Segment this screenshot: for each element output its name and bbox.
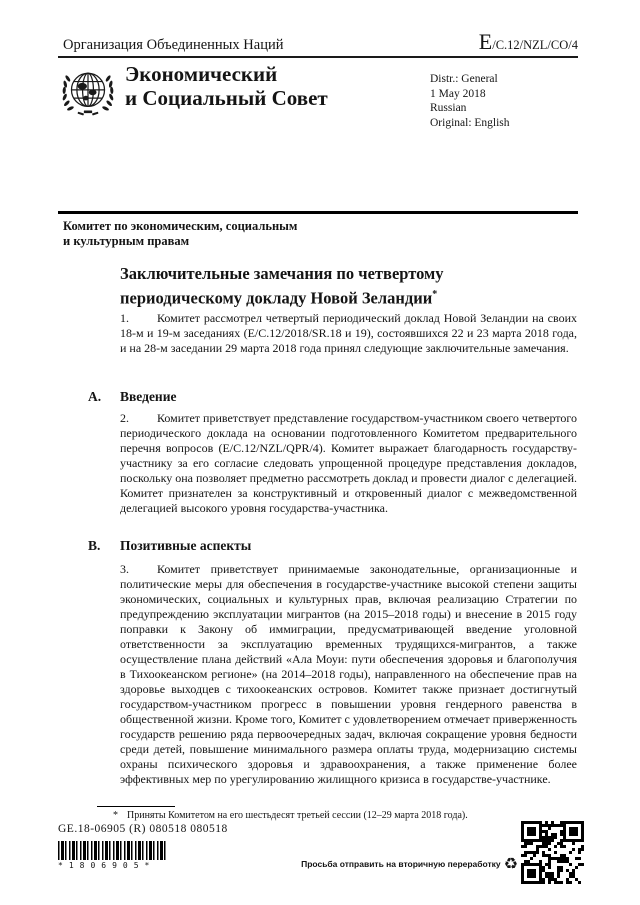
barcode-bars [58, 841, 168, 860]
committee-line1: Комитет по экономическим, социальным [63, 219, 298, 233]
distribution-block [430, 72, 510, 130]
barcode-label: *1806905* [58, 861, 156, 870]
doc-symbol-number: /C.12/NZL/CO/4 [492, 38, 578, 52]
date-line: 1 May 2018 [430, 87, 486, 100]
paragraph-1 [120, 311, 577, 356]
committee-name [63, 219, 297, 249]
paragraph-2-text: Комитет приветствует представление государством-участником своего четвертого периодического доклада на основании подготовленного Комитетом предварительного перечня вопросов (E/C.12/NZL/QPR/4). Комитет выражает благодарность государству-участнику за его согласие следовать упрощенной процедуре представления докладов, поскольку она позволяет предметно рассмотреть доклад и провести диалог с делегацией. Комитет признателен за конструктивный и откровенный диалог с межведомственной делегацией высокого уровня государства-участника. [120, 411, 577, 515]
paragraph-3-number: 3. [120, 562, 129, 576]
footnote-marker: * [113, 810, 118, 821]
banner-divider [58, 211, 578, 214]
recycle-note [301, 856, 518, 872]
original-line: Original: English [430, 116, 510, 129]
distr-line: Distr.: General [430, 73, 498, 85]
un-org-name: Организация Объединенных Наций [63, 37, 284, 53]
qr-code [521, 821, 584, 884]
section-a-title: Введение [120, 389, 177, 404]
footnote [113, 810, 553, 821]
ge-document-number: GE.18-06905 (R) 080518 080518 [58, 823, 228, 835]
paragraph-1-number: 1. [120, 311, 129, 325]
paragraph-3 [120, 562, 577, 787]
doc-symbol-series: E [478, 29, 493, 54]
council-title-line2: и Социальный Совет [125, 86, 328, 110]
paragraph-1-text: Комитет рассмотрел четвертый периодический доклад Новой Зеландии на своих 18-м и 19-м заседаниях (E/C.12/2018/SR.18 и 19), состоявшихся 22 и 23 марта 2018 года, и на 28-м заседании 29 марта 2018 года принял следующие заключительные замечания. [120, 311, 577, 355]
paragraph-3-text: Комитет приветствует принимаемые законодательные, организационные и политические меры для обеспечения в государстве-участнике высокой степени защиты экономических, социальных и культурных прав, включая реализацию Стратегии по предупреждению эксплуатации мигрантов (на 2015–2018 годы) и внесение в 2015 году поправки к Закону об иммиграции, предусматривающей введение уголовной ответственности за эксплуатацию временных трудящихся-мигрантов, а также осуществление плана действий «Ала Моуи: пути обеспечения здоровья и благополучия в Тихоокеанском регионе» (на 2014–2018 годы), направленного на обеспечение прав на здоровье выходцев с тихоокеанских островов. Комитет также признает достигнутый государством-участником прогресс в повышении уровня гендерного равенства в общественной жизни. Кроме того, Комитет с удовлетворением отмечает приверженность государств решению ряда первоочередных задач, включая сокращение уровня бедности среди детей, повышение минимального размера оплаты труда, модернизацию системы охраны психического здоровья и здравоохранения, а также применение более эффективных мер по урегулированию жилищного кризиса в государстве-участнике. [120, 562, 577, 786]
council-title-line1: Экономический [125, 62, 278, 86]
section-heading-b [88, 538, 251, 554]
document-title-line2: периодическому докладу Новой Зеландии* [120, 288, 438, 308]
recycle-text: Просьба отправить на вторичную переработку [301, 859, 501, 869]
un-emblem-icon [57, 62, 119, 128]
section-a-letter: A. [88, 389, 102, 404]
recycle-icon: ♻ [503, 854, 518, 873]
header-rule [58, 56, 578, 58]
section-heading-a [88, 389, 176, 405]
paragraph-2-number: 2. [120, 411, 129, 425]
document-title [120, 263, 540, 309]
language-line: Russian [430, 102, 467, 114]
document-title-line1: Заключительные замечания по четвертому [120, 264, 444, 283]
committee-line2: и культурным правам [63, 234, 190, 248]
section-b-title: Позитивные аспекты [120, 538, 252, 553]
section-b-letter: B. [88, 538, 101, 553]
council-title [125, 62, 328, 110]
barcode [58, 841, 168, 870]
doc-symbol [479, 29, 578, 55]
footnote-divider [97, 806, 175, 807]
paragraph-2 [120, 411, 577, 516]
title-footnote-marker: * [432, 289, 438, 300]
footnote-text: Приняты Комитетом на его шестьдесят третьей сессии (12–29 марта 2018 года). [127, 810, 468, 821]
